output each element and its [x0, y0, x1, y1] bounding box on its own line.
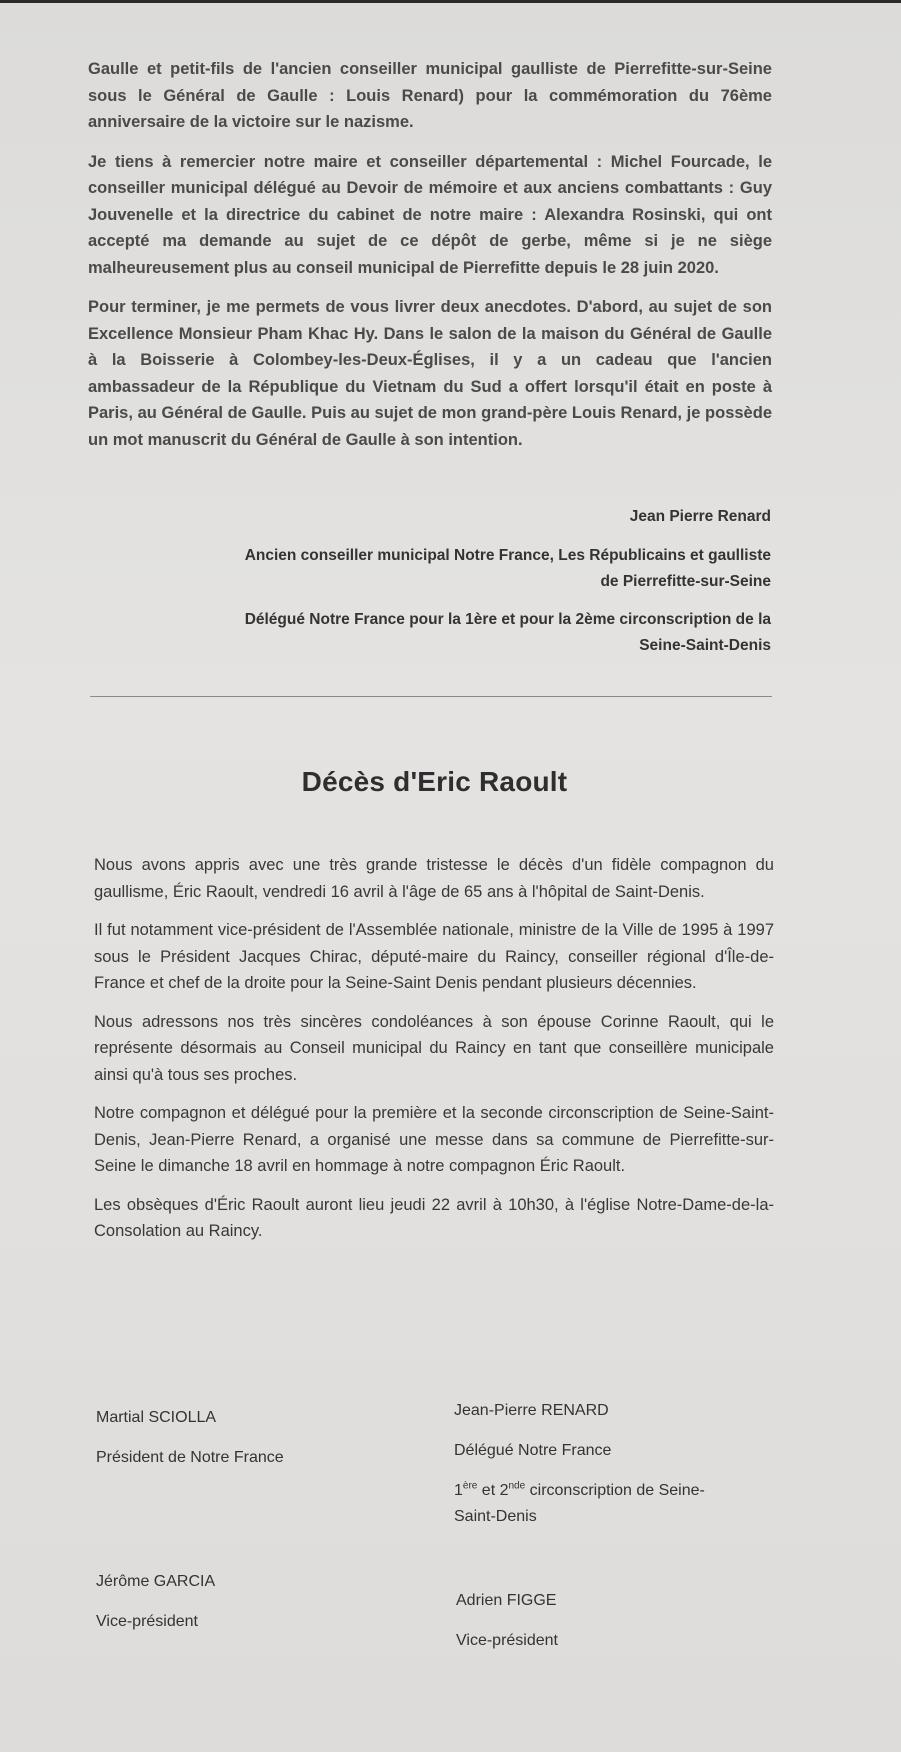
signature-name: Martial SCIOLLA	[96, 1409, 217, 1426]
signature-role: Vice-président	[96, 1613, 198, 1630]
article-paragraph: Nous adressons nos très sincères condoléances à son épouse Corinne Raoult, qui le représente désormais au Conseil municipal du Raincy en tant que conseillère municipale ainsi qu'à tous ses proches.	[94, 1012, 774, 1084]
letter-paragraph: Je tiens à remercier notre maire et conseiller départemental : Michel Fourcade, le conseiller municipal délégué au Devoir de mémoire et aux anciens combattants : Guy Jouvenelle et la directrice du cabinet de notre maire : Alexandra Rosinski, qui ont accepté ma demande au sujet de ce dépôt de gerbe, même si je ne siège malheureusement plus au conseil municipal de Pierrefitte depuis le 28 juin 2020.	[88, 152, 772, 277]
signature-role: Président de Notre France	[96, 1449, 284, 1466]
article-paragraph: Notre compagnon et délégué pour la première et la seconde circonscription de Seine-Saint-Denis, Jean-Pierre Renard, a organisé une messe dans sa commune de Pierrefitte-sur-Seine le dimanche 18 avril en hommage à notre compagnon Éric Raoult.	[94, 1104, 774, 1175]
signature-name: Jérôme GARCIA	[96, 1573, 216, 1590]
letter-signature	[121, 504, 771, 659]
signature-circonscription: Saint-Denis	[454, 1508, 537, 1525]
signature-role: Vice-président	[456, 1632, 558, 1649]
article-paragraph: Il fut notamment vice-président de l'Assemblée nationale, ministre de la Ville de 1995 à 1997 sous le Président Jacques Chirac, député-maire du Raincy, conseiller régional d'Île-de-France et chef de la droite pour la Seine-Saint Denis pendant plusieurs décennies.	[94, 921, 774, 992]
letter-section	[88, 56, 772, 453]
article-body	[94, 852, 774, 1245]
section-divider	[90, 696, 772, 697]
signer-role: Ancien conseiller municipal Notre France, Les Républicains et gaulliste de Pierrefitte-sur-Seine	[244, 547, 771, 590]
letter-paragraph: Pour terminer, je me permets de vous livrer deux anecdotes. D'abord, au sujet de son Excellence Monsieur Pham Khac Hy. Dans le salon de la maison du Général de Gaulle à la Boisserie à Colombey-les-Deux-Églises, il y a un cadeau que l'ancien ambassadeur de la République du Vietnam du Sud a offert lorsqu'il était en poste à Paris, au Général de Gaulle. Puis au sujet de mon grand-père Louis Renard, je possède un mot manuscrit du Général de Gaulle à son intention.	[88, 298, 772, 449]
article-paragraph: Les obsèques d'Éric Raoult auront lieu jeudi 22 avril à 10h30, à l'église Notre-Dame-de-la-Consolation au Raincy.	[94, 1195, 774, 1240]
signer-role: Délégué Notre France pour la 1ère et pour la 2ème circonscription de la Seine-Saint-Denis	[244, 611, 771, 654]
signature-role: Délégué Notre France	[454, 1442, 612, 1459]
signature-circonscription: 1ère et 2nde circonscription de Seine-	[454, 1480, 705, 1499]
signature-text: circonscription de Seine-	[525, 1482, 705, 1499]
signature-name: Adrien FIGGE	[456, 1592, 557, 1609]
signature-text: et 2	[477, 1482, 509, 1499]
signature-figge	[456, 1588, 558, 1654]
superscript: ère	[462, 1480, 478, 1492]
superscript: nde	[508, 1480, 526, 1492]
article-title: Décès d'Eric Raoult	[301, 766, 568, 797]
signature-renard	[454, 1398, 705, 1530]
signature-name: Jean-Pierre RENARD	[454, 1402, 609, 1419]
letter-paragraph: Gaulle et petit-fils de l'ancien conseiller municipal gaulliste de Pierrefitte-sur-Seine sous le Général de Gaulle : Louis Renard) pour la commémoration du 76ème anniversaire de la victoire sur le nazisme.	[88, 60, 772, 131]
signer-name: Jean Pierre Renard	[629, 508, 771, 525]
article-paragraph: Nous avons appris avec une très grande tristesse le décès d'un fidèle compagnon du gaullisme, Éric Raoult, vendredi 16 avril à l'âge de 65 ans à l'hôpital de Saint-Denis.	[94, 856, 774, 901]
signature-sciolla	[96, 1405, 284, 1471]
signature-garcia	[96, 1569, 215, 1635]
